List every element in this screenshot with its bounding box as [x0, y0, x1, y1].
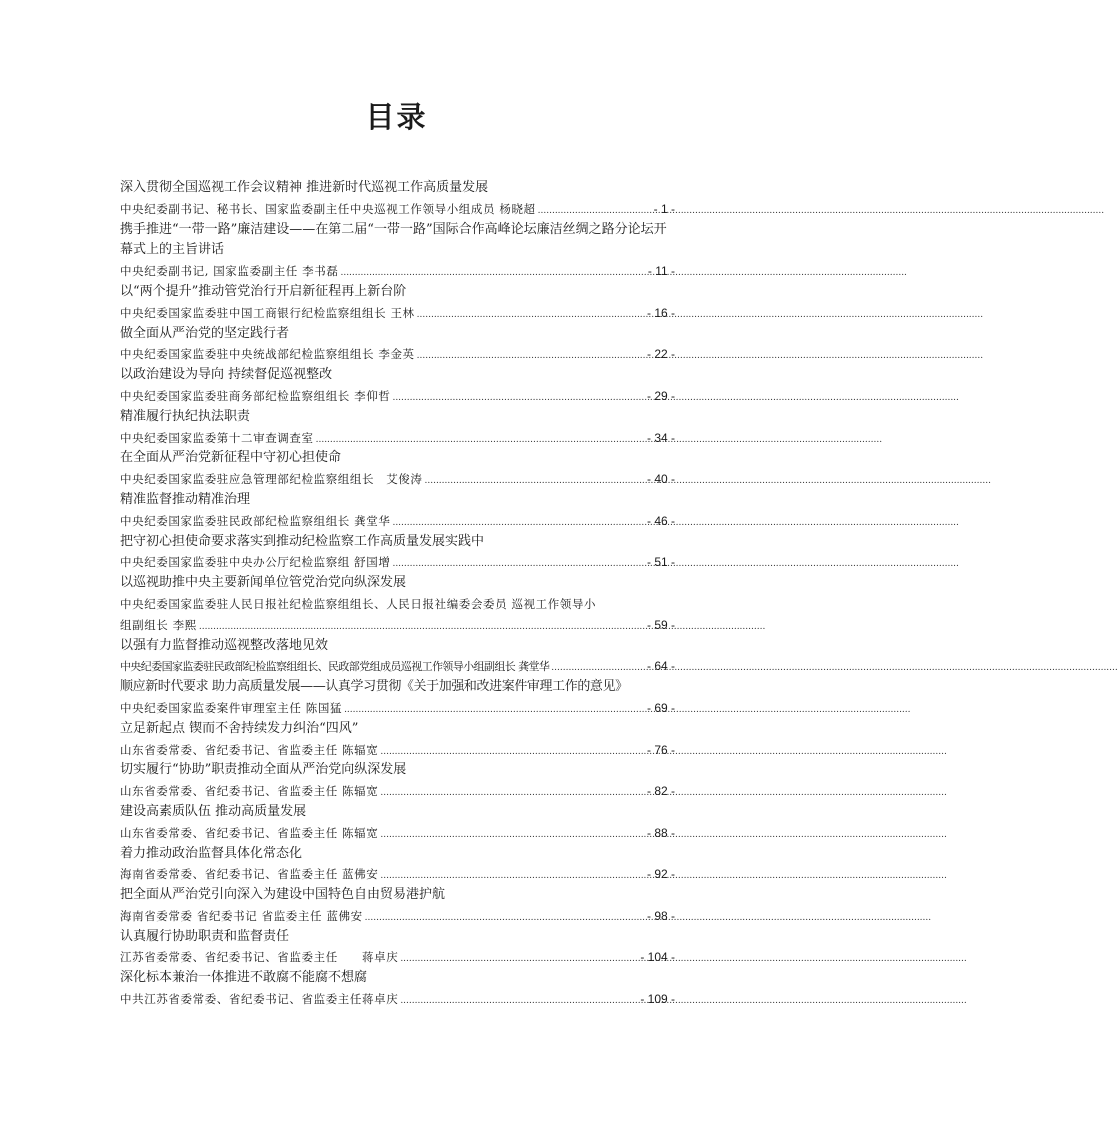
dot-leader: [417, 344, 645, 367]
entry-author: 中央纪委国家监委驻民政部纪检监察组组长、民政部党组成员巡视工作领导小组副组长 龚堂华: [120, 660, 550, 674]
dot-leader: [392, 511, 645, 534]
toc-entry[interactable]: [120, 282, 675, 324]
page-title: 目录: [365, 100, 428, 134]
dot-leader: [400, 947, 638, 970]
entry-title[interactable]: 着力推动政治监督具体化常态化: [120, 845, 303, 861]
entry-author: 中央纪委副书记、秘书长、国家监委副主任中央巡视工作领导小组成员 杨晓超: [120, 201, 536, 216]
entry-author: 山东省委常委、省纪委书记、省监委主任 陈辐宽: [120, 784, 379, 799]
entry-title[interactable]: 做全面从严治党的坚定践行者: [120, 325, 290, 341]
dot-leader: [380, 864, 645, 887]
author-line: [120, 344, 675, 365]
entry-author: 海南省委常委、省纪委书记、省监委主任 蓝佛安: [120, 867, 379, 882]
entry-title[interactable]: 精准监督推动精准治理: [120, 491, 251, 507]
page-number[interactable]: - 40 -: [646, 472, 675, 487]
entry-title[interactable]: 以巡视助推中央主要新闻单位管党治党向纵深发展: [120, 575, 407, 591]
table-of-contents: [120, 178, 675, 1010]
toc-entry[interactable]: [120, 324, 675, 366]
page-number[interactable]: - 46 -: [646, 513, 675, 528]
page-number[interactable]: - 64 -: [646, 659, 675, 674]
entry-title[interactable]: 携手推进“一带一路”廉洁建设——在第二届“一带一路”国际合作高峰论坛廉洁丝绸之路分论坛开幕式上的主旨讲话: [120, 221, 667, 258]
page-number[interactable]: - 104 -: [640, 950, 675, 965]
dot-leader: [199, 615, 645, 638]
author-line: [120, 864, 675, 885]
toc-entry[interactable]: [120, 885, 675, 927]
toc-entry[interactable]: [120, 844, 675, 886]
entry-title[interactable]: 建设高素质队伍 推动高质量发展: [120, 803, 307, 819]
entry-author: 中央纪委国家监委第十二审查调查室: [120, 430, 314, 445]
author-line: [120, 906, 675, 927]
author-line: [120, 386, 675, 407]
author-line: [120, 261, 675, 282]
entry-author: 中央纪委副书记, 国家监委副主任 李书磊: [120, 264, 339, 279]
entry-title[interactable]: 把全面从严治党引向深入为建设中国特色自由贸易港护航: [120, 887, 446, 903]
author-line: [120, 428, 675, 449]
entry-title[interactable]: 以政治建设为导向 持续督促巡视整改: [120, 367, 333, 383]
dot-leader: [417, 303, 645, 326]
author-line: [120, 698, 675, 719]
toc-entry[interactable]: [120, 178, 675, 220]
page-number[interactable]: - 22 -: [646, 347, 675, 362]
dot-leader: [392, 552, 645, 575]
entry-title[interactable]: 立足新起点 锲而不舍持续发力纠治“四风”: [120, 720, 359, 736]
toc-entry[interactable]: [120, 760, 675, 802]
toc-entry[interactable]: [120, 220, 675, 282]
entry-author: 中央纪委国家监委驻应急管理部纪检监察组组长 艾俊涛: [120, 472, 423, 487]
dot-leader: [380, 740, 645, 763]
entry-author: 组副组长 李熙: [120, 617, 197, 632]
entry-title[interactable]: 认真履行协助职责和监督责任: [120, 928, 290, 944]
entry-author: 中央纪委国家监委驻民政部纪检监察组组长 龚堂华: [120, 513, 391, 528]
page-number[interactable]: - 59 -: [646, 617, 675, 632]
entry-title[interactable]: 切实履行“协助”职责推动全面从严治党向纵深发展: [120, 762, 407, 778]
entry-author: 中央纪委国家监委驻中央统战部纪检监察组组长 李金英: [120, 347, 415, 362]
toc-entry[interactable]: [120, 968, 675, 1010]
author-line: [120, 947, 675, 968]
dot-leader: [551, 656, 645, 679]
entry-author: 中央纪委国家监委驻中央办公厅纪检监察组 舒国增: [120, 555, 391, 570]
entry-title[interactable]: 在全面从严治党新征程中守初心担使命: [120, 450, 342, 466]
page-number[interactable]: - 76 -: [646, 742, 675, 757]
author-line: [120, 781, 675, 802]
entry-title[interactable]: 以“两个提升”推动管党治行开启新征程再上新台阶: [120, 283, 407, 299]
page-number[interactable]: - 92 -: [646, 867, 675, 882]
dot-leader: [538, 199, 652, 222]
entry-author: 中央纪委国家监委驻商务部纪检监察组组长 李仰哲: [120, 388, 391, 403]
dot-leader: [316, 428, 645, 451]
author-line: [120, 656, 675, 677]
toc-entry[interactable]: [120, 407, 675, 449]
page-number[interactable]: - 11 -: [647, 264, 675, 279]
page-number[interactable]: - 34 -: [646, 430, 675, 445]
entry-author: 江苏省委常委、省纪委书记、省监委主任 蒋卓庆: [120, 950, 399, 965]
author-line: [120, 823, 675, 844]
toc-entry[interactable]: [120, 365, 675, 407]
page-number[interactable]: - 82 -: [646, 784, 675, 799]
page-number[interactable]: - 29 -: [646, 388, 675, 403]
page-number[interactable]: - 69 -: [646, 700, 675, 715]
dot-leader: [365, 906, 645, 929]
entry-author: 山东省委常委、省纪委书记、省监委主任 陈辐宽: [120, 742, 379, 757]
author-line: [120, 989, 675, 1010]
entry-author: 中央纪委国家监委案件审理室主任 陈国猛: [120, 700, 343, 715]
toc-entry[interactable]: [120, 802, 675, 844]
author-line: [120, 511, 675, 532]
entry-author: 山东省委常委、省纪委书记、省监委主任 陈辐宽: [120, 825, 379, 840]
author-line: [120, 740, 675, 761]
dot-leader: [380, 823, 645, 846]
dot-leader: [340, 261, 645, 284]
toc-entry[interactable]: [120, 677, 675, 719]
page-number[interactable]: - 16 -: [646, 305, 675, 320]
page-number[interactable]: - 51 -: [646, 555, 675, 570]
dot-leader: [392, 386, 645, 409]
toc-entry[interactable]: [120, 448, 675, 490]
toc-entry[interactable]: [120, 490, 675, 532]
toc-entry[interactable]: [120, 573, 675, 635]
entry-title[interactable]: 顺应新时代要求 助力高质量发展——认真学习贯彻《关于加强和改进案件审理工作的意见》: [120, 679, 628, 695]
entry-title[interactable]: 把守初心担使命要求落实到推动纪检监察工作高质量发展实践中: [120, 533, 485, 549]
author-line: [120, 615, 675, 636]
author-line: [120, 303, 675, 324]
author-line: [120, 469, 675, 490]
entry-title[interactable]: 深化标本兼治一体推进不敢腐不能腐不想腐: [120, 970, 368, 986]
dot-leader: [425, 469, 645, 492]
entry-title[interactable]: 以强有力监督推动巡视整改落地见效: [120, 637, 329, 653]
author-line: [120, 199, 675, 220]
entry-author: 中央纪委国家监委驻中国工商银行纪检监察组组长 王林: [120, 305, 415, 320]
entry-title[interactable]: 精准履行执纪执法职责: [120, 408, 251, 424]
author-block: [120, 594, 675, 636]
page-number[interactable]: - 109 -: [640, 992, 675, 1007]
entry-author: 海南省委常委 省纪委书记 省监委主任 蓝佛安: [120, 908, 363, 923]
author-line: [120, 552, 675, 573]
page-number[interactable]: - 88 -: [646, 825, 675, 840]
dot-leader: [344, 698, 645, 721]
toc-entry[interactable]: [120, 532, 675, 574]
entry-title[interactable]: 深入贯彻全国巡视工作会议精神 推进新时代巡视工作高质量发展: [120, 180, 489, 195]
entry-author: 中共江苏省委常委、省纪委书记、省监委主任蒋卓庆: [120, 992, 399, 1007]
dot-leader: [380, 781, 645, 804]
entry-author: 中央纪委国家监委驻人民日报社纪检监察组组长、人民日报社编委会委员 巡视工作领导小: [120, 596, 597, 611]
toc-entry[interactable]: [120, 719, 675, 761]
dot-leader: [400, 989, 638, 1012]
toc-entry[interactable]: [120, 636, 675, 678]
page-number[interactable]: - 98 -: [646, 908, 675, 923]
page-number[interactable]: - 1 -: [653, 201, 675, 216]
toc-entry[interactable]: [120, 927, 675, 969]
